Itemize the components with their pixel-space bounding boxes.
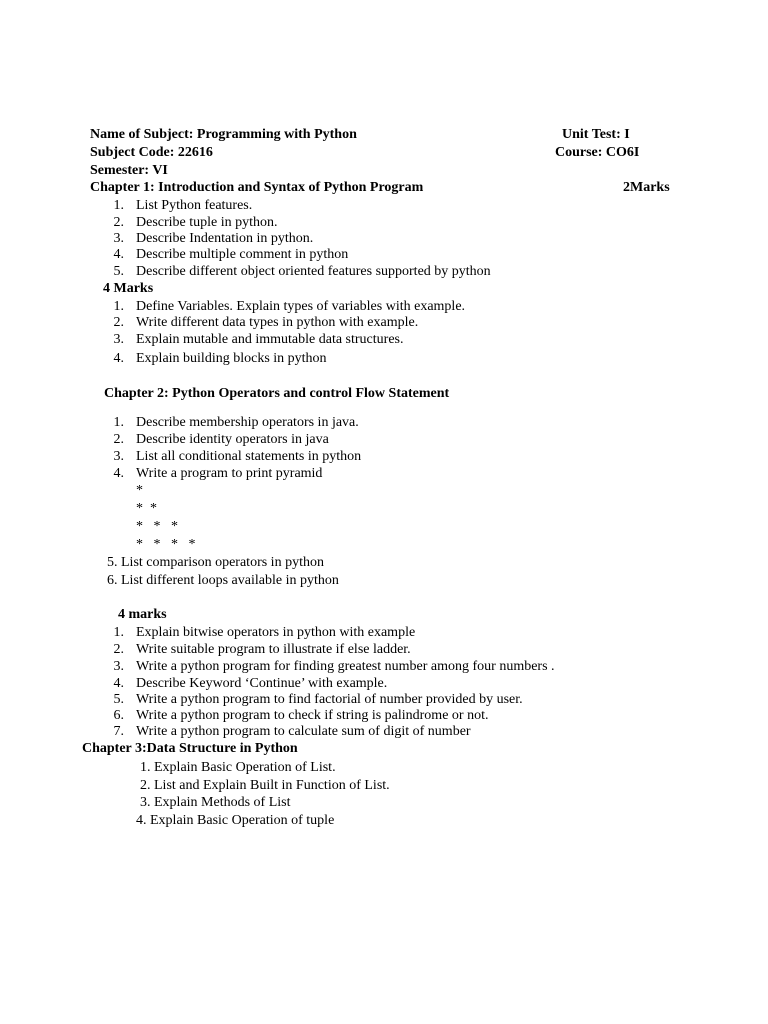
pyramid-row: * * — [136, 501, 157, 516]
item-text: Describe different object oriented features supported by python — [136, 264, 491, 279]
item-number: 7. — [113, 724, 124, 739]
chapter1-marks-label: 2Marks — [623, 180, 670, 195]
item-number: 3. — [113, 231, 124, 246]
unit-test: Unit Test: I — [562, 127, 630, 142]
list-item: 3. Explain Methods of List — [140, 795, 291, 810]
item-text: Describe Keyword ‘Continue’ with example. — [136, 676, 388, 691]
item-number: 1. — [113, 415, 124, 430]
item-text: Describe Indentation in python. — [136, 231, 314, 246]
item-number: 4. — [113, 466, 124, 481]
item-text: Write different data types in python with example. — [136, 315, 419, 330]
subject-code: Subject Code: 22616 — [90, 145, 213, 160]
item-number: 4. — [113, 247, 124, 262]
item-text: Explain bitwise operators in python with example — [136, 625, 416, 640]
chapter2-title: Chapter 2: Python Operators and control Flow Statement — [104, 386, 450, 401]
semester: Semester: VI — [90, 163, 168, 178]
list-item: 1. Explain Basic Operation of List. — [140, 760, 336, 775]
subject-name: Name of Subject: Programming with Python — [90, 127, 357, 142]
list-item: 6. List different loops available in python — [107, 573, 339, 588]
course: Course: CO6I — [555, 145, 640, 160]
item-text: Write a python program for finding greatest number among four numbers . — [136, 659, 555, 674]
item-text: Describe multiple comment in python — [136, 247, 349, 262]
item-text: Define Variables. Explain types of variables with example. — [136, 299, 466, 314]
item-number: 6. — [113, 708, 124, 723]
item-text: Write a python program to calculate sum of digit of number — [136, 724, 471, 739]
list-item: 2. List and Explain Built in Function of List. — [140, 778, 390, 793]
list-item: 4. Explain Basic Operation of tuple — [136, 813, 335, 828]
item-number: 2. — [113, 315, 124, 330]
pyramid-row: * — [136, 483, 143, 498]
item-text: List Python features. — [136, 198, 253, 213]
item-number: 1. — [113, 198, 124, 213]
item-text: Explain mutable and immutable data structures. — [136, 332, 404, 347]
chapter2-four-marks-label: 4 marks — [118, 607, 167, 622]
chapter1-title: Chapter 1: Introduction and Syntax of Python Program — [90, 180, 424, 195]
item-text: Describe membership operators in java. — [136, 415, 359, 430]
item-text: Explain building blocks in python — [136, 351, 327, 366]
item-number: 2. — [113, 215, 124, 230]
item-text: Write a python program to find factorial of number provided by user. — [136, 692, 523, 707]
item-number: 3. — [113, 449, 124, 464]
item-number: 4. — [113, 351, 124, 366]
chapter1-four-marks-label: 4 Marks — [103, 281, 154, 296]
item-number: 5. — [113, 264, 124, 279]
chapter3-title: Chapter 3:Data Structure in Python — [82, 741, 298, 756]
pyramid-row: * * * — [136, 519, 178, 534]
item-number: 4. — [113, 676, 124, 691]
item-number: 3. — [113, 332, 124, 347]
item-number: 2. — [113, 432, 124, 447]
item-number: 1. — [113, 625, 124, 640]
item-number: 5. — [113, 692, 124, 707]
list-item: 5. List comparison operators in python — [107, 555, 324, 570]
pyramid-row: * * * * — [136, 537, 196, 552]
item-text: List all conditional statements in python — [136, 449, 362, 464]
item-text: Write a program to print pyramid — [136, 466, 323, 481]
item-number: 3. — [113, 659, 124, 674]
item-number: 1. — [113, 299, 124, 314]
item-text: Write suitable program to illustrate if else ladder. — [136, 642, 411, 657]
item-number: 2. — [113, 642, 124, 657]
item-text: Describe identity operators in java — [136, 432, 329, 447]
item-text: Write a python program to check if string is palindrome or not. — [136, 708, 489, 723]
item-text: Describe tuple in python. — [136, 215, 278, 230]
